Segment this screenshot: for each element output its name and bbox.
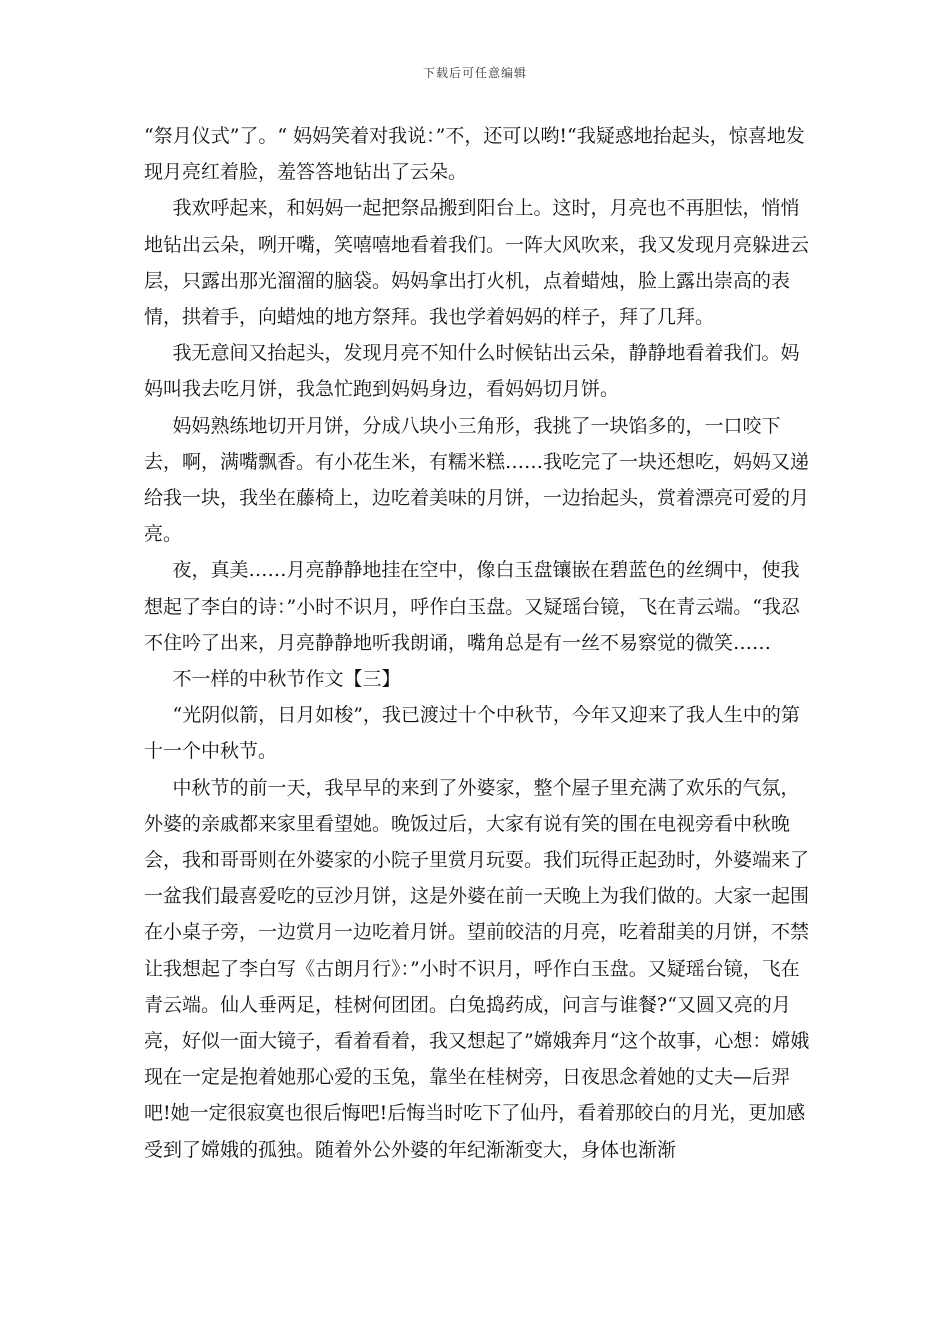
section-heading: 不一样的中秋节作文【三】 bbox=[172, 668, 401, 691]
paragraph-4: 妈妈熟练地切开月饼，分成八块小三角形，我挑了一块馅多的，一口咬下去，啊，满嘴飘香。有小花生米，有糯米糕……我吃完了一块还想吃，妈妈又递给我一块，我坐在藤椅上，边吃着美味的月饼，一边抬起头，赏着漂亮可爱的月亮。 bbox=[144, 414, 810, 546]
page-header-note: 下载后可任意编辑 bbox=[422, 66, 527, 80]
section-paragraph-2: 中秋节的前一天，我早早的来到了外婆家，整个屋子里充满了欢乐的气氛，外婆的亲戚都来家里看望她。晚饭过后，大家有说有笑的围在电视旁看中秋晚会，我和哥哥则在外婆家的小院子里赏月玩耍。我们玩得正起劲时，外婆端来了一盆我们最喜爱吃的豆沙月饼，这是外婆在前一天晚上为我们做的。大家一起围在小桌子旁，一边赏月一边吃着月饼。望前皎洁的月亮，吃着甜美的月饼，不禁让我想起了李白写《古朗月行》：”小时不识月，呼作白玉盘。又疑瑶台镜，飞在青云端。仙人垂两足，桂树何团团。白兔捣药成，问言与谁餐?“又圆又亮的月亮，好似一面大镜子，看着看着，我又想起了”嫦娥奔月“这个故事，心想：嫦娥现在一定是抱着她那心爱的玉兔，靠坐在桂树旁，日夜思念着她的丈夫—后羿吧!她一定很寂寞也很后悔吧!后悔当时吃下了仙丹，看着那皎白的月光，更加感受到了嫦娥的孤独。随着外公外婆的年纪渐渐变大，身体也渐渐 bbox=[144, 776, 810, 1161]
section-paragraph-1: “光阴似箭，日月如梭”，我已渡过十个中秋节，今年又迎来了我人生中的第十一个中秋节。 bbox=[144, 704, 800, 763]
paragraph-3: 我无意间又抬起头，发现月亮不知什么时候钻出云朵，静静地看着我们。妈妈叫我去吃月饼，我急忙跑到妈妈身边，看妈妈切月饼。 bbox=[144, 342, 800, 401]
paragraph-2: 我欢呼起来，和妈妈一起把祭品搬到阳台上。这时，月亮也不再胆怯，悄悄地钻出云朵，咧开嘴，笑嘻嘻地看着我们。一阵大风吹来，我又发现月亮躲进云层，只露出那光溜溜的脑袋。妈妈拿出打火机，点着蜡烛，脸上露出崇高的表情，拱着手，向蜡烛的地方祭拜。我也学着妈妈的样子，拜了几拜。 bbox=[144, 197, 810, 329]
paragraph-5: 夜，真美……月亮静静地挂在空中，像白玉盘镶嵌在碧蓝色的丝绸中，使我想起了李白的诗：”小时不识月，呼作白玉盘。又疑瑶台镜，飞在青云端。“我忍不住吟了出来，月亮静静地听我朗诵，嘴角总是有一丝不易察觉的微笑…… bbox=[144, 559, 800, 654]
paragraph-1: “祭月仪式”了。“ 妈妈笑着对我说：”不，还可以哟!“我疑惑地抬起头，惊喜地发现月亮红着脸，羞答答地钻出了云朵。 bbox=[144, 125, 805, 184]
document-body bbox=[144, 118, 816, 1168]
